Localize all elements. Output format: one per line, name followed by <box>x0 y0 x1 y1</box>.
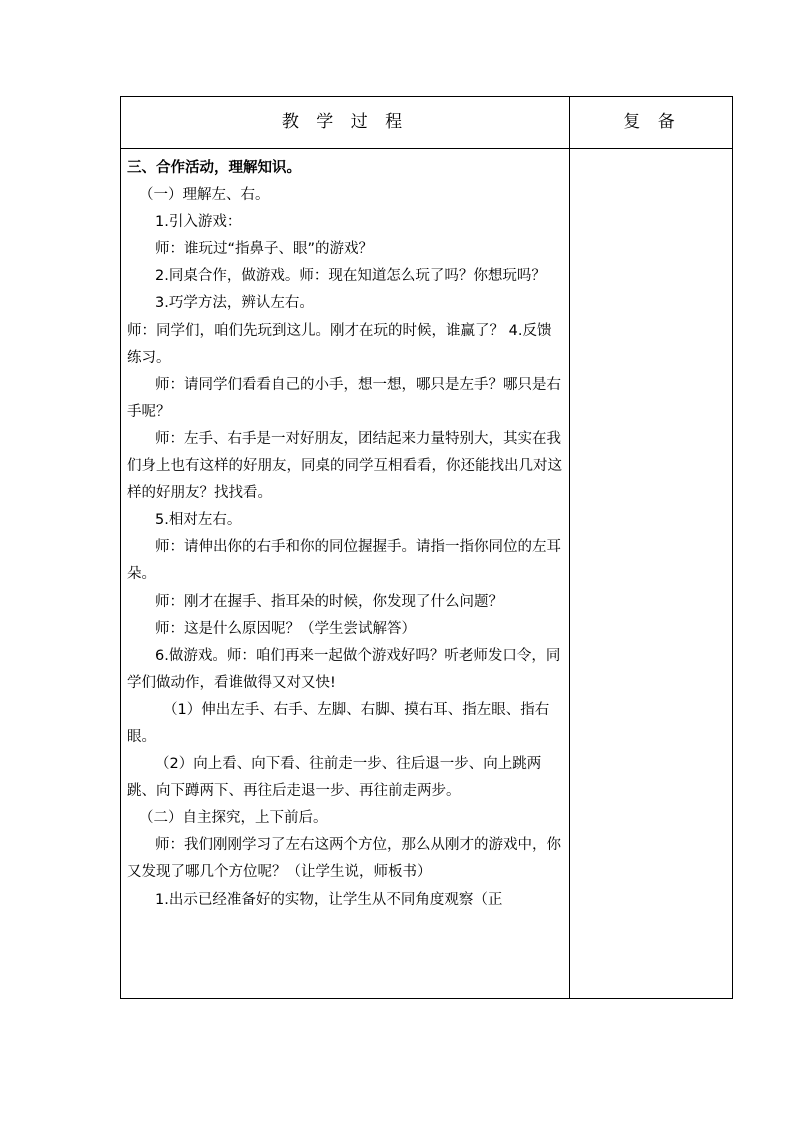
review-notes-cell <box>570 149 733 999</box>
paragraph: （2）向上看、向下看、往前走一步、往后退一步、向上跳两跳、向下蹲两下、再往后走退一步、再往前走两步。 <box>127 756 542 800</box>
section-heading: 三、合作活动，理解知识。 <box>127 160 301 176</box>
lesson-table <box>120 96 733 999</box>
paragraph: 3.巧学方法，辨认左右。 <box>155 295 314 312</box>
teaching-process-content <box>127 155 565 995</box>
subsection-heading: （一）理解左、右。 <box>139 187 270 204</box>
paragraph: 师：谁玩过“指鼻子、眼”的游戏？ <box>155 241 374 258</box>
paragraph: 师：请同学们看看自己的小手，想一想，哪只是左手？哪只是右手呢？ <box>127 376 561 420</box>
paragraph: 师：刚才在握手、指耳朵的时候，你发现了什么问题？ <box>155 593 503 610</box>
paragraph: 5.相对左右。 <box>155 512 242 529</box>
paragraph: 师：这是什么原因呢？（学生尝试解答） <box>155 620 416 637</box>
paragraph: 师：左手、右手是一对好朋友，团结起来力量特别大，其实在我们身上也有这样的好朋友，同桌的同学互相看看，你还能找出几对这样的好朋友？找找看。 <box>127 430 562 502</box>
paragraph: 师：我们刚刚学习了左右这两个方位，那么从刚才的游戏中，你又发现了哪几个方位呢？（让学生说，师板书） <box>127 837 561 881</box>
paragraph: 1.出示已经准备好的实物，让学生从不同角度观察（正 <box>155 891 503 908</box>
subsection-heading: （二）自主探究，上下前后。 <box>139 810 328 827</box>
paragraph: （1）伸出左手、右手、左脚、右脚、摸右耳、指左眼、指右眼。 <box>127 701 550 745</box>
paragraph: 师：同学们，咱们先玩到这儿。刚才在玩的时候，谁赢了？ 4.反馈练习。 <box>127 322 552 366</box>
paragraph: 2.同桌合作，做游戏。师：现在知道怎么玩了吗？你想玩吗？ <box>155 268 546 285</box>
header-review-notes: 复 备 <box>623 112 681 132</box>
header-teaching-process: 教 学 过 程 <box>281 112 409 132</box>
paragraph: 1.引入游戏： <box>155 214 242 231</box>
paragraph: 6.做游戏。师：咱们再来一起做个游戏好吗？听老师发口令，同学们做动作，看谁做得又对又快! <box>127 647 561 691</box>
paragraph: 师：请伸出你的右手和你的同位握握手。请指一指你同位的左耳朵。 <box>127 539 561 583</box>
